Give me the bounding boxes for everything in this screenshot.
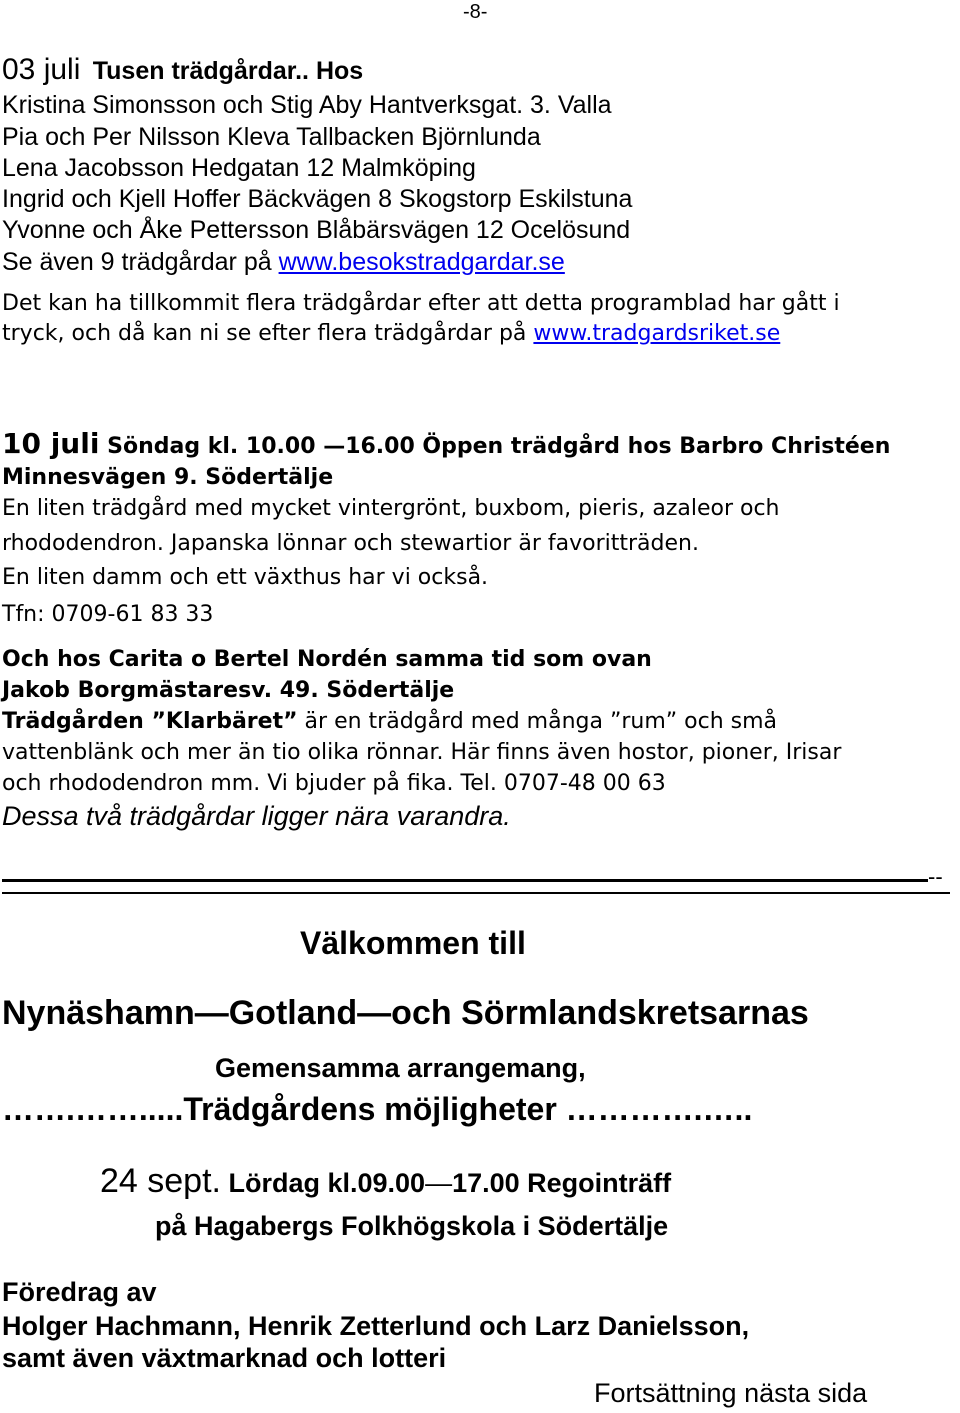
section1-line7: [2, 250, 565, 275]
divider-bottom-line: [2, 892, 950, 894]
section1-date: 03 juli: [2, 53, 81, 86]
continued-note: Fortsättning nästa sida: [594, 1378, 868, 1408]
section2-italic-note: Dessa två trädgårdar ligger nära varandra.: [2, 801, 511, 831]
section1-para2-prefix: tryck, och då kan ni se efter flera trädgårdar på: [2, 321, 534, 346]
section2-heading2: 16.00 Öppen trädgård hos Barbro Christéen: [345, 434, 891, 459]
section1-para1: Det kan ha tillkommit flera trädgårdar efter att detta programblad har gått i: [2, 291, 840, 316]
section2-line5: och rhododendron mm. Vi bjuder på fika. Tel. 0707-48 00 63: [2, 771, 666, 796]
region-nynashamn: Nynäshamn: [2, 994, 195, 1032]
event-location: på Hagabergs Folkhögskola i Södertälje: [155, 1211, 669, 1241]
region-dash-2: —: [357, 994, 392, 1032]
section2-heading5: Jakob Borgmästaresv. 49. Södertälje: [2, 678, 455, 703]
event-dash: —: [425, 1168, 453, 1198]
lecture-label: Föredrag av: [2, 1277, 157, 1307]
region-sormland: och Sörmlandskretsarnas: [391, 994, 809, 1032]
section2-date: 10 juli: [2, 427, 100, 460]
lecturers-line1: Holger Hachmann, Henrik Zetterlund och Larz Danielsson,: [2, 1311, 750, 1341]
event-date-big: 24 sept.: [100, 1162, 221, 1200]
region-gotland: Gotland: [228, 994, 358, 1032]
section1-heading: [2, 55, 363, 85]
theme-line: …….…….....Trädgårdens möjligheter ………….…..: [2, 1091, 753, 1127]
joint-event-subtitle: Gemensamma arrangemang,: [215, 1053, 586, 1083]
section2-line3: En liten damm och ett växthus har vi också.: [2, 565, 489, 590]
section1-line7-prefix: Se även 9 trädgårdar på: [2, 248, 279, 276]
section2-heading: [2, 427, 891, 460]
welcome-heading: Välkommen till: [300, 925, 526, 961]
divider-top-line: [2, 879, 928, 882]
section2-line4: vattenblänk och mer än tio olika rönnar. Här finns även hostor, pioner, Irisar: [2, 740, 842, 765]
section2-klarbaret-line: [2, 711, 777, 733]
page-number: -8-: [463, 1, 488, 23]
tradgardsriket-link[interactable]: www.tradgardsriket.se: [533, 321, 781, 346]
section2-quote-rest: är en trädgård med många ”rum” och små: [297, 709, 778, 734]
section2-line1: En liten trädgård med mycket vintergrönt, buxbom, pieris, azaleor och: [2, 496, 780, 521]
regions-heading: [2, 996, 809, 1030]
event-date-rest: Lördag kl.09.00: [220, 1168, 426, 1198]
section1-line: [2, 93, 612, 118]
event-time-end: 17.00 Regointräff: [452, 1168, 672, 1198]
section1-line6: Yvonne och Åke Pettersson Blåbärsvägen 12 Ocelösund: [2, 216, 631, 244]
section1-line5: Ingrid och Kjell Hoffer Bäckvägen 8 Skogstorp Eskilstuna: [2, 185, 633, 213]
section2-heading1: Söndag kl. 10.00: [107, 434, 324, 459]
section1-line2a: Kristina Simonsson och Stig Aby Hantverksgat. 3.: [2, 91, 551, 119]
section1-line4: Lena Jacobsson Hedgatan 12 Malmköping: [2, 154, 476, 182]
region-dash-1: —: [194, 994, 229, 1032]
section2-dash: —: [323, 434, 346, 459]
besokstradgardar-link[interactable]: www.besokstradgardar.se: [278, 248, 565, 276]
divider-tail: --: [928, 864, 943, 889]
section1-line2b: Valla: [550, 91, 612, 119]
lecturers-line2: samt även växtmarknad och lotteri: [2, 1343, 447, 1373]
section2-phone: Tfn: 0709-61 83 33: [2, 602, 214, 627]
section2-bold-quote: Trädgården ”Klarbäret”: [2, 709, 298, 734]
section2-line2: rhododendron. Japanska lönnar och stewartior är favoritträden.: [2, 531, 699, 556]
section1-line3: Pia och Per Nilsson Kleva Tallbacken Björnlunda: [2, 123, 541, 151]
section2-heading3: Minnesvägen 9. Södertälje: [2, 465, 334, 490]
section2-heading4: Och hos Carita o Bertel Nordén samma tid som ovan: [2, 647, 652, 672]
section1-para2: [2, 323, 780, 345]
event-date-line: [100, 1164, 671, 1198]
section1-title: Tusen trädgårdar.. Hos: [92, 57, 364, 85]
